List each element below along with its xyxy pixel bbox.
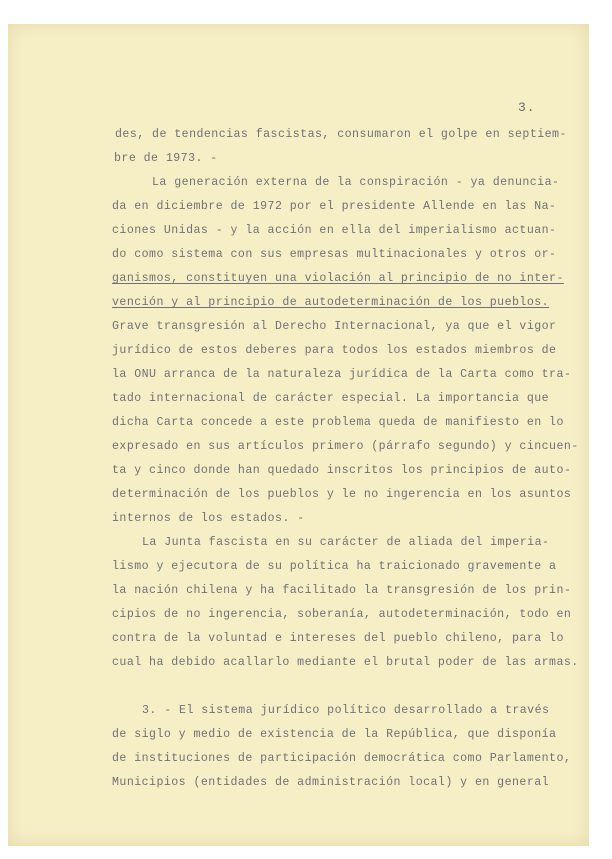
text-line: cual ha debido acallarlo mediante el brutal poder de las armas. bbox=[112, 656, 579, 669]
text-line: internos de los estados. - bbox=[112, 512, 305, 525]
text-line: contra de la voluntad e intereses del pueblo chileno, para lo bbox=[112, 632, 564, 645]
text-line: de instituciones de participación democrática como Parlamento, bbox=[112, 752, 572, 765]
text-line: determinación de los pueblos y le no ingerencia en los asuntos bbox=[112, 488, 572, 501]
text-line: de siglo y medio de existencia de la República, que disponía bbox=[112, 728, 557, 741]
text-line: cipios de no ingerencia, soberanía, autodeterminación, todo en bbox=[112, 608, 572, 621]
text-line: la ONU arranca de la naturaleza jurídica de la Carta como tra- bbox=[112, 368, 572, 381]
text-line: La generación externa de la conspiración - ya denuncia- bbox=[152, 176, 560, 189]
text-line: 3. - El sistema jurídico político desarrollado a través bbox=[142, 704, 550, 717]
text-line: La Junta fascista en su carácter de aliada del imperia- bbox=[142, 536, 550, 549]
page-number: 3. bbox=[518, 100, 536, 115]
text-line: ta y cinco donde han quedado inscritos los principios de auto- bbox=[112, 464, 572, 477]
text-line: expresado en sus artículos primero (párrafo segundo) y cincuen- bbox=[112, 440, 579, 453]
document-page bbox=[8, 24, 589, 846]
text-line: la nación chilena y ha facilitado la transgresión de los prin- bbox=[112, 584, 572, 597]
text-line: jurídico de estos deberes para todos los estados miembros de bbox=[112, 344, 557, 357]
underlined-text-line: ganismos, constituyen una violación al principio de no inter- bbox=[112, 272, 564, 285]
text-line: Municipios (entidades de administración local) y en general bbox=[112, 776, 550, 789]
text-line: bre de 1973. - bbox=[114, 152, 218, 165]
text-line: Grave transgresión al Derecho Internacional, ya que el vigor bbox=[112, 320, 557, 333]
underlined-text-line: vención y al principio de autodeterminación de los pueblos. bbox=[112, 296, 550, 309]
text-line: da en diciembre de 1972 por el presidente Allende en las Na- bbox=[112, 200, 557, 213]
text-line: tado internacional de carácter especial. La importancia que bbox=[112, 392, 550, 405]
text-line: do como sistema con sus empresas multinacionales y otros or- bbox=[112, 248, 557, 261]
text-line: des, de tendencias fascistas, consumaron el golpe en septiem- bbox=[115, 128, 567, 141]
text-line: lismo y ejecutora de su política ha traicionado gravemente a bbox=[112, 560, 557, 573]
text-line: dicha Carta concede a este problema queda de manifiesto en lo bbox=[112, 416, 564, 429]
text-line: ciones Unidas - y la acción en ella del imperialismo actuan- bbox=[112, 224, 557, 237]
